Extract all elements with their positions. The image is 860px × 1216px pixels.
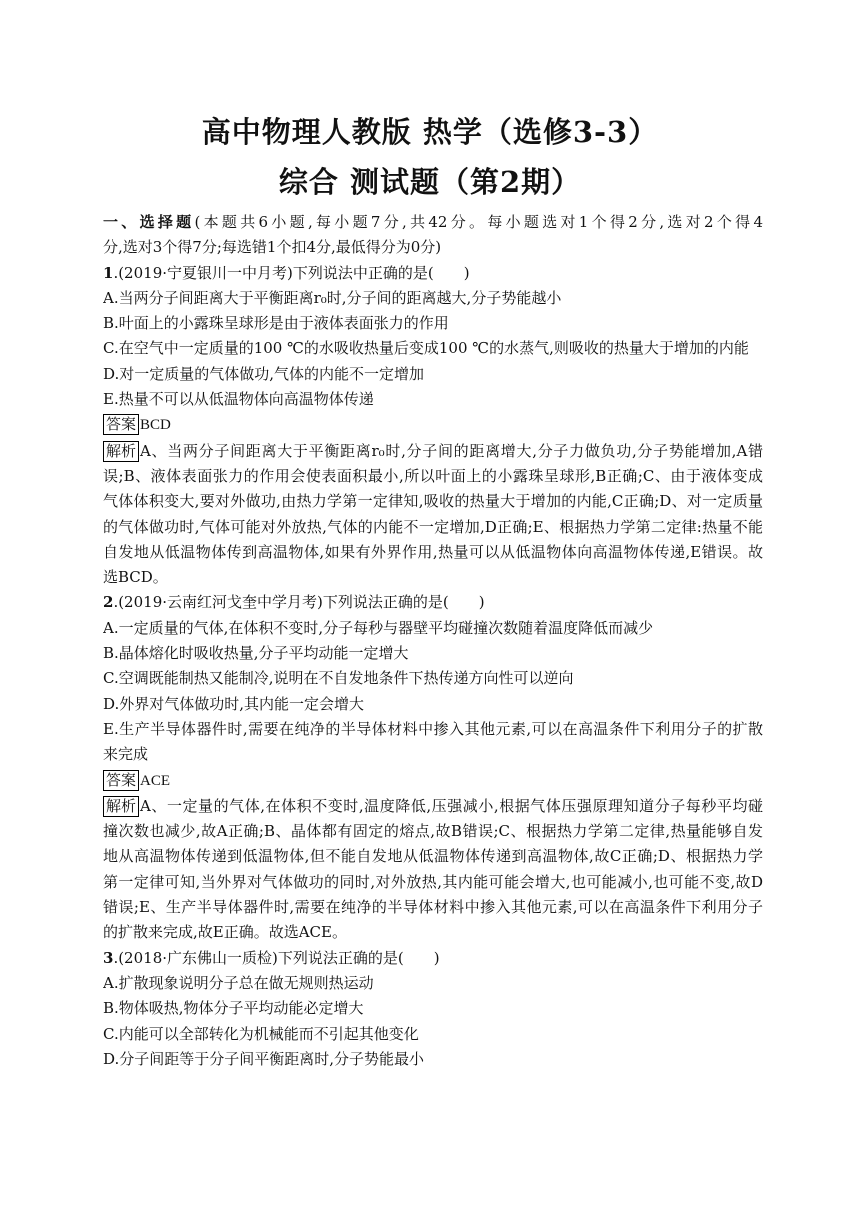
section-description-cont: 分,选对3个得7分;每选错1个扣4分,最低得分为0分) xyxy=(103,238,442,257)
question-3-stem xyxy=(103,946,763,971)
q2-analysis-line-1 xyxy=(103,794,763,819)
q3-option-a: A.扩散现象说明分子总在做无规则热运动 xyxy=(103,973,374,992)
q2-option-c: C.空调既能制热又能制冷,说明在不自发地条件下热传递方向性可以逆向 xyxy=(103,669,574,688)
q2-analysis-line-6: 的扩散来完成,故E正确。故选ACE。 xyxy=(103,923,347,942)
question-text: .(2019·宁夏银川一中月考)下列说法中正确的是( ) xyxy=(113,263,470,282)
q1-answer: BCD xyxy=(140,417,171,434)
q2-analysis-line-5: 错误;E、生产半导体器件时,需要在纯净的半导体材料中掺入其他元素,可以在高温条件下利用分子 xyxy=(103,898,763,917)
q2-answer: ACE xyxy=(140,772,171,789)
q1-analysis-line-2: 误;B、液体表面张力的作用会使表面积最小,所以叶面上的小露珠呈球形,B正确;C、由于液体变成 xyxy=(103,466,763,485)
q3-option-b: B.物体吸热,物体分子平均动能必定增大 xyxy=(103,999,364,1018)
document-body xyxy=(103,210,763,1072)
section-heading: 一、选择题 xyxy=(103,213,195,231)
q2-option-a: A.一定质量的气体,在体积不变时,分子每秒与器壁平均碰撞次数随着温度降低而减少 xyxy=(103,618,654,637)
section-description: (本题共6小题,每小题7分,共42分。每小题选对1个得2分,选对2个得4 xyxy=(194,213,763,231)
q2-option-e: E.生产半导体器件时,需要在纯净的半导体材料中掺入其他元素,可以在高温条件下利用分子的扩散 xyxy=(103,719,763,738)
q1-analysis-line-1 xyxy=(103,439,763,464)
q2-option-e-cont: 来完成 xyxy=(103,745,149,764)
question-number: 2 xyxy=(103,593,114,612)
q1-analysis-line-6: 选BCD。 xyxy=(103,568,168,587)
analysis-label: 解析 xyxy=(103,796,139,817)
q1-answer-row xyxy=(103,412,763,438)
q1-option-b: B.叶面上的小露珠呈球形是由于液体表面张力的作用 xyxy=(103,314,449,333)
q1-analysis-line-5: 自发地从低温物体传到高温物体,如果有外界作用,热量可以从低温物体向高温物体传递,E错误。故 xyxy=(103,542,763,561)
question-2-stem xyxy=(103,590,763,615)
section-header xyxy=(103,210,763,235)
question-text: .(2018·广东佛山一质检)下列说法正确的是( ) xyxy=(113,948,440,967)
q2-option-b: B.晶体熔化时吸收热量,分子平均动能一定增大 xyxy=(103,644,409,663)
page-subtitle: 综合 测试题（第2期） xyxy=(278,165,582,199)
q1-option-e: E.热量不可以从低温物体向高温物体传递 xyxy=(103,390,374,409)
question-number: 1 xyxy=(103,263,114,282)
question-1-stem xyxy=(103,261,763,286)
q1-analysis-line-4: 的气体做功时,气体可能对外放热,气体的内能不一定增加,D正确;E、根据热力学第二定律:热量不能 xyxy=(103,517,763,536)
q3-option-d: D.分子间距等于分子间平衡距离时,分子势能最小 xyxy=(103,1049,425,1068)
answer-label: 答案 xyxy=(103,770,139,791)
question-text: .(2019·云南红河戈奎中学月考)下列说法正确的是( ) xyxy=(113,593,485,612)
q2-option-d: D.外界对气体做功时,其内能一定会增大 xyxy=(103,694,365,713)
q1-analysis-line-3: 气体体积变大,要对外做功,由热力学第一定律知,吸收的热量大于增加的内能,C正确;D、对一定质量 xyxy=(103,492,763,511)
answer-label: 答案 xyxy=(103,414,139,435)
q1-option-c: C.在空气中一定质量的100 ℃的水吸收热量后变成100 ℃的水蒸气,则吸收的热量大于增加的内能 xyxy=(103,339,749,358)
q2-analysis-line-2: 撞次数也减少,故A正确;B、晶体都有固定的熔点,故B错误;C、根据热力学第二定律,热量能够自发 xyxy=(103,822,763,841)
q3-option-c: C.内能可以全部转化为机械能而不引起其他变化 xyxy=(103,1024,419,1043)
q2-answer-row xyxy=(103,768,763,794)
q2-analysis-line-3: 地从高温物体传递到低温物体,但不能自发地从低温物体传递到高温物体,故C正确;D、根据热力学 xyxy=(103,847,763,866)
q1-option-d: D.对一定质量的气体做功,气体的内能不一定增加 xyxy=(103,364,425,383)
question-number: 3 xyxy=(103,948,114,967)
q1-option-a: A.当两分子间距离大于平衡距离r₀时,分子间的距离越大,分子势能越小 xyxy=(103,288,562,307)
page-title: 高中物理人教版 热学（选修3-3） xyxy=(201,115,659,149)
analysis-text: A、当两分子间距离大于平衡距离r₀时,分子间的距离增大,分子力做负功,分子势能增加,A错 xyxy=(140,441,763,460)
analysis-text: A、一定量的气体,在体积不变时,温度降低,压强减小,根据气体压强原理知道分子每秒平均碰 xyxy=(140,796,763,815)
q2-analysis-line-4: 第一定律可知,当外界对气体做功的同时,对外放热,其内能可能会增大,也可能减小,也可能不变,故D xyxy=(103,872,763,891)
analysis-label: 解析 xyxy=(103,441,139,462)
